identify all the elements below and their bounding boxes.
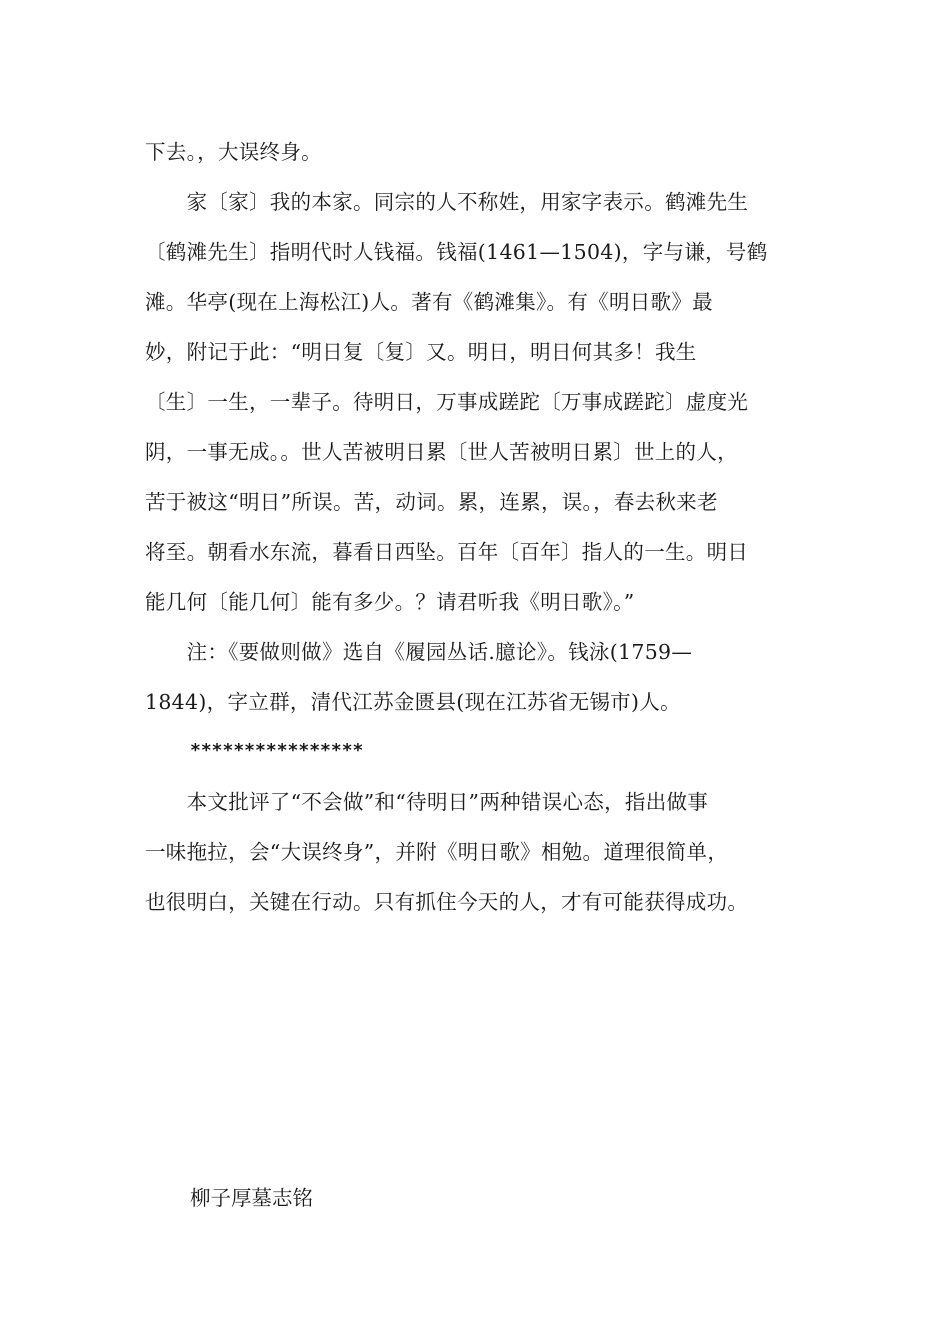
text-line: 能几何〔能几何〕能有多少。？请君听我《明日歌》。” (145, 590, 635, 614)
text-line: 妙，附记于此：“明日复〔复〕又。明日，明日何其多！我生 (145, 340, 697, 364)
text-line: 将至。朝看水东流，暮看日西坠。百年〔百年〕指人的一生。明日 (145, 540, 749, 564)
text-line: 〔生〕一生，一辈子。待明日，万事成蹉跎〔万事成蹉跎〕虚度光 (145, 390, 749, 414)
summary-line: 本文批评了“不会做”和“待明日”两种错误心态，指出做事 (145, 790, 709, 814)
summary-line: 一味拖拉，会“大误终身”，并附《明日歌》相勉。道理很简单， (145, 840, 729, 864)
section-separator: **************** (190, 740, 364, 761)
next-section-title: 柳子厚墓志铭 (190, 1186, 313, 1210)
text-line: 下去。，大误终身。 (145, 140, 322, 164)
text-line: 苦于被这“明日”所误。苦，动词。累，连累，误。，春去秋来老 (145, 490, 718, 514)
text-line: 阴，一事无成。。世人苦被明日累〔世人苦被明日累〕世上的人， (145, 440, 738, 464)
text-line: 家〔家〕我的本家。同宗的人不称姓，用家字表示。鹤滩先生 (145, 190, 749, 214)
note-line: 注：《要做则做》选自《履园丛话.臆论》。钱泳(1759— (145, 640, 693, 664)
note-line: 1844)，字立群，清代江苏金匮县(现在江苏省无锡市)人。 (145, 690, 681, 714)
text-line: 滩。华亭(现在上海松江)人。著有《鹤滩集》。有《明日歌》最 (145, 290, 713, 314)
summary-line: 也很明白，关键在行动。只有抓住今天的人，才有可能获得成功。 (145, 890, 749, 914)
text-line: 〔鹤滩先生〕指明代时人钱福。钱福(1461—1504)，字与谦，号鹤 (145, 240, 768, 264)
